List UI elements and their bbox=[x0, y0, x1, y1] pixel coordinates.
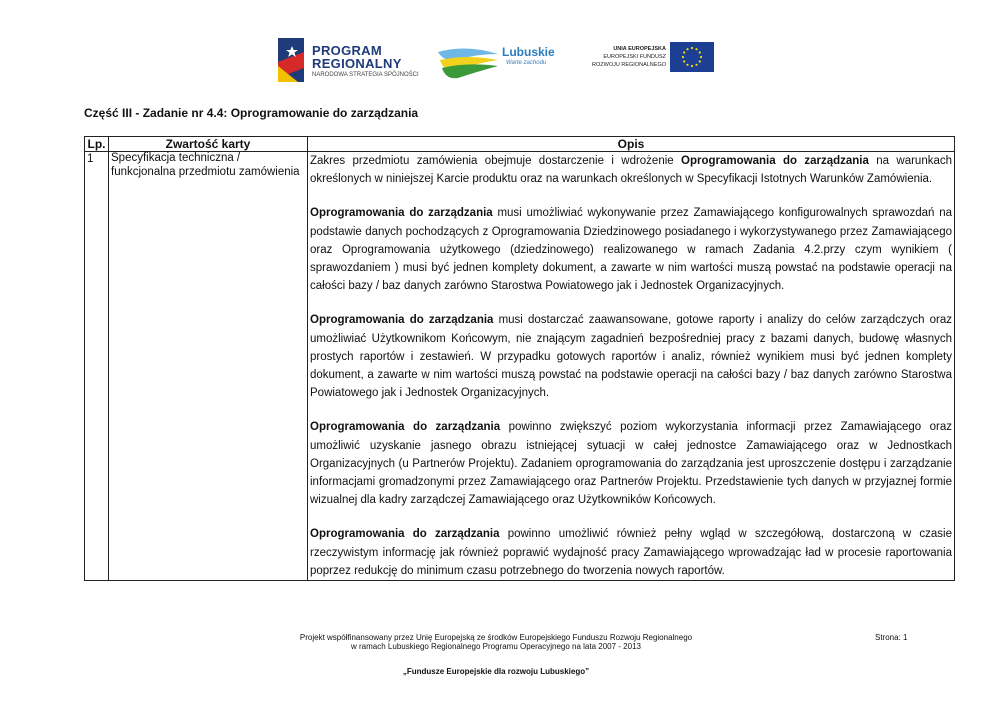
eu-flag-icon bbox=[670, 42, 714, 72]
header-description: Opis bbox=[308, 137, 955, 152]
eu-logo bbox=[578, 42, 718, 82]
footer-motto: „Fundusze Europejskie dla rozwoju Lubuskiego” bbox=[402, 667, 590, 676]
specification-table bbox=[84, 136, 955, 581]
paragraph-1-emphasis: Oprogramowania do zarządzania bbox=[681, 155, 869, 167]
lubuskie-wave-icon bbox=[436, 44, 500, 80]
description-paragraph-5 bbox=[310, 525, 952, 580]
paragraph-4-post: powinno zwiększyć poziom wykorzystania informacji przez Zamawiającego oraz umożliwić uzyskanie jasnego obrazu istniejącej sytuacji w całej jednostce Zamawiającego oraz w Jednostkach Organizacyjnych (u Partnerów Projektu). Zadaniem oprogramowania do zarządzania jest uproszczenie dostępu i zarządzanie informacjami gromadzonymi przez Zamawiającego oraz Partnerów Projektu. Przedstawienie tych danych w przyjaznej formie wizualnej dla kadry zarządczej Zamawiającego oraz Użytkowników Końcowych. bbox=[310, 421, 952, 507]
program-logo-line2: REGIONALNY bbox=[312, 56, 402, 71]
program-regionalny-emblem-icon bbox=[276, 38, 306, 82]
paragraph-1-post: na warunkach określonych w niniejszej Karcie produktu oraz na warunkach określonych w Specyfikacji Istotnych Warunków Zamówienia. bbox=[310, 155, 953, 186]
header-lp: Lp. bbox=[85, 137, 109, 152]
description-paragraph-3 bbox=[310, 311, 952, 402]
paragraph-5-post: powinno umożliwić również pełny wgląd w szczegółową, dostarczoną w czasie rzeczywistym informację jak również poprawić wydajność pracy Zamawiającego wprowadzając ład w procesie raportowania poprzez redukcję do minimum czasu potrzebnego do tworzenia nowych raportów. bbox=[310, 528, 952, 577]
paragraph-2-post: musi umożliwiać wykonywanie przez Zamawiającego konfigurowalnych sprawozdań na podstawie danych pochodzących z Oprogramowania Dziedzinowego posiadanego i wykorzystywanego przez Zamawiającego oraz Oprogramowania użytkowego (dziedzinowego) realizowanego w ramach Zadania 4.2.przy czym wynikiem ( sprawozdaniem ) musi być jednen komplety dokument, a zawarte w nim wartości muszą powstać na podstawie operacji na całości bazy / baz danych zarówno Starostwa Powiatowego jak i Jednostek Organizacyjnych. bbox=[310, 207, 952, 293]
paragraph-5-emphasis: Oprogramowania do zarządzania bbox=[310, 528, 500, 541]
paragraph-3-emphasis: Oprogramowania do zarządzania bbox=[310, 314, 494, 327]
table-row bbox=[85, 152, 955, 581]
program-logo-line1: PROGRAM bbox=[312, 43, 382, 58]
eu-logo-text bbox=[578, 45, 666, 69]
eu-logo-line3: ROZWOJU REGIONALNEGO bbox=[592, 62, 666, 68]
table-header-row bbox=[85, 137, 955, 152]
eu-logo-line1: UNIA EUROPEJSKA bbox=[613, 46, 666, 52]
paragraph-1-pre: Zakres przedmiotu zamówienia obejmuje dostarczenie i wdrożenie bbox=[310, 155, 682, 167]
footer-funding-line1: Projekt współfinansowany przez Unię Europejską ze środków Europejskiego Funduszu Rozwoju Regionalnego bbox=[299, 633, 693, 642]
program-logo-line3: NARODOWA STRATEGIA SPÓJNOŚCI bbox=[312, 72, 419, 78]
lubuskie-logo bbox=[436, 42, 560, 82]
description-paragraph-4 bbox=[310, 418, 952, 509]
section-title: Część III - Zadanie nr 4.4: Oprogramowanie do zarządzania bbox=[84, 106, 419, 120]
description-paragraph-2 bbox=[310, 204, 952, 295]
header-content: Zwartość karty bbox=[109, 137, 308, 152]
paragraph-2-emphasis: Oprogramowania do zarządzania bbox=[310, 207, 493, 220]
row-name: Specyfikacja techniczna / funkcjonalna przedmiotu zamówienia bbox=[109, 152, 308, 581]
eu-logo-line2: EUROPEJSKI FUNDUSZ bbox=[603, 54, 666, 60]
lubuskie-logo-tagline: Warte zachodu bbox=[506, 60, 547, 66]
page-header bbox=[0, 36, 992, 86]
row-description bbox=[308, 152, 955, 581]
description-paragraph-1 bbox=[310, 152, 952, 188]
paragraph-3-post: musi dostarczać zaawansowane, gotowe raporty i analizy do celów zarządczych oraz umożliwiać Użytkownikom Końcowym, nie znającym zagadnień bezpośredniej pracy z bazami danych, budowę własnych prostych raportów i zestawień. W przypadku gotowych raportów i analiz, również wynikiem musi być jednen komplety dokument, a zawarte w nim wartości muszą powstać na podstawie operacji na całości bazy / baz danych zarówno Starostwa Powiatowego jak i Jednostek Organizacyjnych. bbox=[310, 314, 952, 400]
footer-funding-line2: w ramach Lubuskiego Regionalnego Programu Operacyjnego na lata 2007 - 2013 bbox=[351, 642, 641, 651]
row-lp: 1 bbox=[85, 152, 109, 581]
paragraph-4-emphasis: Oprogramowania do zarządzania bbox=[310, 421, 501, 434]
program-regionalny-logo bbox=[276, 38, 419, 84]
page-number: Strona: 1 bbox=[875, 633, 908, 642]
lubuskie-logo-name: Lubuskie bbox=[502, 45, 555, 59]
